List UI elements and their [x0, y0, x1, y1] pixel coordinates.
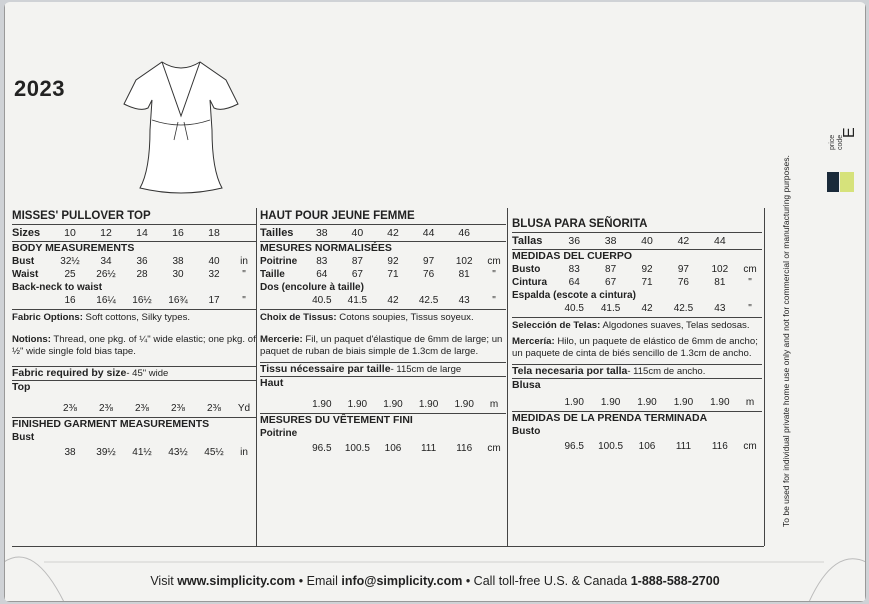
- color-swatch-dark: [827, 172, 839, 192]
- notions: [12, 332, 256, 358]
- pullover-top-sketch: [122, 60, 240, 200]
- fabric-width: - 115cm de ancho.: [627, 366, 706, 377]
- garment-title: MISSES' PULLOVER TOP: [12, 210, 151, 222]
- yardage-value: 1.90: [418, 399, 439, 410]
- notions: [260, 332, 506, 358]
- yardage-row: [512, 396, 762, 409]
- fabric-required-label: Tela necesaria por talla: [512, 365, 628, 377]
- waist-row: [12, 268, 256, 281]
- finished-bust-row: [512, 440, 762, 453]
- yardage-value: 1.90: [454, 399, 474, 410]
- yardage-value: 1.90: [312, 399, 332, 410]
- size-value: 38: [315, 227, 328, 239]
- fabric-options-text: Algodones suaves, Telas sedosas.: [600, 320, 750, 331]
- bust-row: [12, 255, 256, 268]
- unit-label: in: [240, 256, 248, 267]
- measure-value: 64: [316, 269, 328, 280]
- code-label: code: [837, 134, 844, 150]
- size-value: 36: [568, 235, 581, 247]
- measure-value: 111: [675, 441, 692, 452]
- unit-label: cm: [743, 441, 757, 452]
- measure-value: 38: [172, 256, 184, 267]
- measure-value: 16: [64, 295, 76, 306]
- unit-label: m: [745, 397, 755, 408]
- back-neck-row: [260, 294, 506, 307]
- back-neck-label: Dos (encolure à taille): [260, 282, 364, 293]
- waist-label: Taille: [260, 269, 285, 280]
- size-value: 10: [64, 227, 76, 239]
- finished-measurements: [12, 417, 256, 459]
- size-value: 40: [351, 227, 364, 239]
- table-bottom-rule: [12, 546, 764, 547]
- waist-row: [512, 276, 762, 289]
- measure-value: 41.5: [347, 295, 368, 306]
- fabric-required: [12, 366, 256, 415]
- size-value: 38: [604, 235, 617, 247]
- measure-value: 102: [711, 264, 729, 275]
- yardage-value: 1.90: [600, 397, 621, 408]
- finished-measurements: [512, 411, 762, 453]
- size-value: 16: [172, 227, 184, 239]
- size-value: 14: [136, 227, 148, 239]
- unit-label: ": [748, 303, 752, 314]
- finished-title: MEDIDAS DE LA PRENDA TERMINADA: [512, 412, 708, 424]
- measure-value: 64: [568, 277, 580, 288]
- unit-label: ": [492, 269, 496, 280]
- measure-value: 102: [455, 256, 473, 267]
- measure-value: 32½: [60, 256, 80, 267]
- waist-label: Cintura: [512, 277, 547, 288]
- fabric-width: - 45" wide: [126, 368, 169, 379]
- notions-label: Notions:: [12, 334, 51, 345]
- size-value: 42: [387, 227, 399, 239]
- french-column: [260, 208, 506, 455]
- measure-value: 43½: [168, 447, 188, 458]
- size-value: 44: [422, 227, 435, 239]
- bust-label: Busto: [512, 264, 541, 275]
- bust-row: [260, 255, 506, 268]
- fabric-options-label: Fabric Options:: [12, 312, 83, 323]
- finished-measurements: [260, 413, 506, 455]
- fabric-options-text: Soft cottons, Silky types.: [82, 312, 191, 323]
- measure-value: 67: [605, 277, 617, 288]
- unit-label: in: [240, 447, 248, 458]
- measure-value: 106: [638, 441, 656, 452]
- measure-value: 71: [387, 269, 399, 280]
- sizes-row: [260, 224, 506, 242]
- column-divider: [507, 208, 508, 546]
- notions-label: Mercerie:: [260, 334, 303, 345]
- measure-value: 39½: [96, 447, 116, 458]
- sizes-label: Tallas: [512, 235, 543, 247]
- size-value: 18: [208, 227, 220, 239]
- bust-label: Poitrine: [260, 256, 298, 267]
- measure-value: 16½: [132, 295, 152, 306]
- price-label: price: [829, 134, 836, 150]
- yardage-value: 1.90: [673, 397, 694, 408]
- fabric-required: [260, 362, 506, 411]
- footer-contact: [4, 574, 866, 588]
- measure-value: 42.5: [673, 303, 694, 314]
- unit-label: ": [492, 295, 496, 306]
- waist-row: [260, 268, 506, 281]
- fabric-required-label: Fabric required by size: [12, 367, 127, 379]
- spanish-column: [512, 216, 762, 453]
- visit-text: Visit: [150, 574, 178, 588]
- fabric-options-text: Cotons soupies, Tissus soyeux.: [336, 312, 474, 323]
- email-link[interactable]: info@simplicity.com: [341, 574, 463, 588]
- size-value: 12: [100, 227, 112, 239]
- measure-value: 83: [568, 264, 580, 275]
- measure-value: 100.5: [598, 441, 624, 452]
- sizes-row: [12, 224, 256, 242]
- notions-text: Hilo, un paquete de elástico de 6mm de ancho; un paquete de cinta de biés sencillo de 1.3cm de ancho.: [512, 336, 758, 359]
- measure-value: 97: [423, 256, 435, 267]
- yardage-value: 2⅜: [63, 403, 77, 414]
- measure-value: 116: [456, 443, 473, 454]
- yardage-value: 2⅜: [171, 403, 185, 414]
- unit-label: m: [489, 399, 499, 410]
- measure-value: 81: [458, 269, 470, 280]
- notions-text: Fil, un paquet d'élastique de 6mm de large; un paquet de ruban de biais simple de 1.3cm de large.: [260, 334, 503, 357]
- english-column: [12, 208, 256, 459]
- measure-value: 40.5: [312, 295, 332, 306]
- view-label: Blusa: [512, 378, 762, 392]
- yardage-row: [12, 402, 256, 415]
- pattern-number: 2023: [14, 76, 65, 101]
- size-value: 40: [641, 235, 653, 247]
- measure-value: 96.5: [312, 443, 332, 454]
- fabric-options-label: Selección de Telas:: [512, 320, 601, 331]
- fabric-required-label: Tissu nécessaire par taille: [260, 363, 391, 375]
- fabric-width: - 115cm de large: [390, 364, 462, 375]
- yardage-value: 1.90: [564, 397, 584, 408]
- measure-value: 16¼: [96, 295, 116, 306]
- finished-bust-label: Poitrine: [260, 428, 298, 439]
- column-divider: [764, 208, 765, 546]
- back-neck-label: Back-neck to waist: [12, 282, 103, 293]
- website-link[interactable]: www.simplicity.com: [177, 574, 296, 588]
- back-neck-row: [12, 294, 256, 307]
- measure-value: 67: [351, 269, 363, 280]
- call-prefix: • Call toll-free U.S. & Canada: [462, 574, 631, 588]
- measure-value: 45½: [204, 447, 224, 458]
- measure-value: 43: [458, 295, 470, 306]
- color-swatch-lime: [840, 172, 854, 192]
- view-label: Top: [12, 380, 256, 394]
- measure-value: 100.5: [344, 443, 370, 454]
- unit-label: cm: [487, 256, 501, 267]
- unit-label: cm: [743, 264, 757, 275]
- finished-bust-row: [12, 446, 256, 459]
- garment-title: BLUSA PARA SEÑORITA: [512, 218, 648, 230]
- yardage-value: 1.90: [347, 399, 368, 410]
- yardage-row: [260, 398, 506, 411]
- measure-value: 26½: [96, 269, 116, 280]
- bust-label: Bust: [12, 256, 35, 267]
- measure-value: 96.5: [564, 441, 584, 452]
- body-measurements-title: BODY MEASUREMENTS: [12, 242, 135, 254]
- finished-title: FINISHED GARMENT MEASUREMENTS: [12, 418, 210, 430]
- phone-number[interactable]: 1-888-588-2700: [630, 574, 720, 588]
- waist-label: Waist: [12, 269, 39, 280]
- measure-value: 92: [641, 264, 653, 275]
- body-measurements-title: MEDIDAS DEL CUERPO: [512, 250, 632, 262]
- measure-value: 71: [641, 277, 653, 288]
- measure-value: 76: [677, 277, 689, 288]
- notions-label: Mercería:: [512, 336, 555, 347]
- pattern-envelope-back: [4, 2, 866, 602]
- measure-value: 28: [136, 269, 148, 280]
- measure-value: 76: [423, 269, 435, 280]
- unit-label: ": [242, 269, 246, 280]
- yardage-value: 1.90: [710, 397, 730, 408]
- view-label: Haut: [260, 376, 506, 390]
- measure-value: 81: [714, 277, 726, 288]
- unit-label: cm: [487, 443, 501, 454]
- price-code-box: [824, 98, 860, 158]
- sizes-label: Sizes: [12, 227, 41, 239]
- measure-value: 43: [714, 303, 726, 314]
- back-neck-row: [512, 302, 762, 315]
- size-value: 42: [677, 235, 690, 247]
- body-measurements-title: MESURES NORMALISÉES: [260, 242, 392, 254]
- measure-value: 40: [208, 256, 220, 267]
- fabric-required: [512, 364, 762, 409]
- fabric-options: [12, 309, 256, 324]
- measure-value: 36: [136, 256, 148, 267]
- measure-value: 17: [208, 295, 220, 306]
- measure-value: 106: [384, 443, 402, 454]
- notions: [512, 334, 762, 360]
- measure-value: 30: [172, 269, 184, 280]
- yardage-value: 2⅜: [135, 403, 149, 414]
- size-value: 44: [713, 235, 726, 247]
- measure-value: 83: [316, 256, 328, 267]
- price-code-letter: E: [841, 127, 858, 138]
- fabric-options-label: Choix de Tissus:: [260, 312, 337, 323]
- measure-value: 16¾: [168, 295, 188, 306]
- finished-title: MESURES DU VÊTEMENT FINI: [260, 414, 413, 426]
- measure-value: 116: [711, 441, 728, 452]
- measure-value: 111: [420, 443, 437, 454]
- measure-value: 42: [387, 295, 399, 306]
- notions-text: Thread, one pkg. of ¼" wide elastic; one pkg. of ½" wide single fold bias tape.: [12, 334, 256, 357]
- measure-value: 25: [64, 269, 76, 280]
- email-prefix: • Email: [295, 574, 342, 588]
- garment-title: HAUT POUR JEUNE FEMME: [260, 210, 415, 222]
- column-divider: [256, 208, 257, 546]
- bust-row: [512, 263, 762, 276]
- unit-label: Yd: [237, 403, 251, 414]
- fabric-options: [260, 309, 506, 324]
- measure-value: 42.5: [418, 295, 439, 306]
- finished-bust-label: Bust: [12, 432, 35, 443]
- yardage-value: 1.90: [383, 399, 403, 410]
- measure-value: 92: [387, 256, 399, 267]
- size-value: 46: [458, 227, 471, 239]
- measure-value: 40.5: [564, 303, 584, 314]
- measure-value: 32: [208, 269, 220, 280]
- usage-notice: [781, 97, 795, 527]
- yardage-value: 1.90: [637, 397, 657, 408]
- finished-bust-label: Busto: [512, 426, 541, 437]
- unit-label: ": [242, 295, 246, 306]
- measure-value: 87: [351, 256, 363, 267]
- measure-value: 38: [64, 447, 76, 458]
- measure-value: 41.5: [600, 303, 621, 314]
- unit-label: ": [748, 277, 752, 288]
- back-neck-label: Espalda (escote a cintura): [512, 290, 636, 301]
- usage-notice-text: To be used for individual private home use only and not for commercial or manufacturing purposes.: [781, 155, 791, 527]
- fabric-options: [512, 317, 762, 332]
- sizes-label: Tailles: [260, 227, 294, 239]
- yardage-value: 2⅜: [99, 403, 113, 414]
- measure-value: 34: [100, 256, 112, 267]
- measure-value: 87: [605, 264, 617, 275]
- measure-value: 97: [677, 264, 689, 275]
- sizes-row: [512, 232, 762, 250]
- measure-value: 41½: [132, 447, 152, 458]
- yardage-value: 2⅜: [207, 403, 221, 414]
- finished-bust-row: [260, 442, 506, 455]
- measure-value: 42: [641, 303, 653, 314]
